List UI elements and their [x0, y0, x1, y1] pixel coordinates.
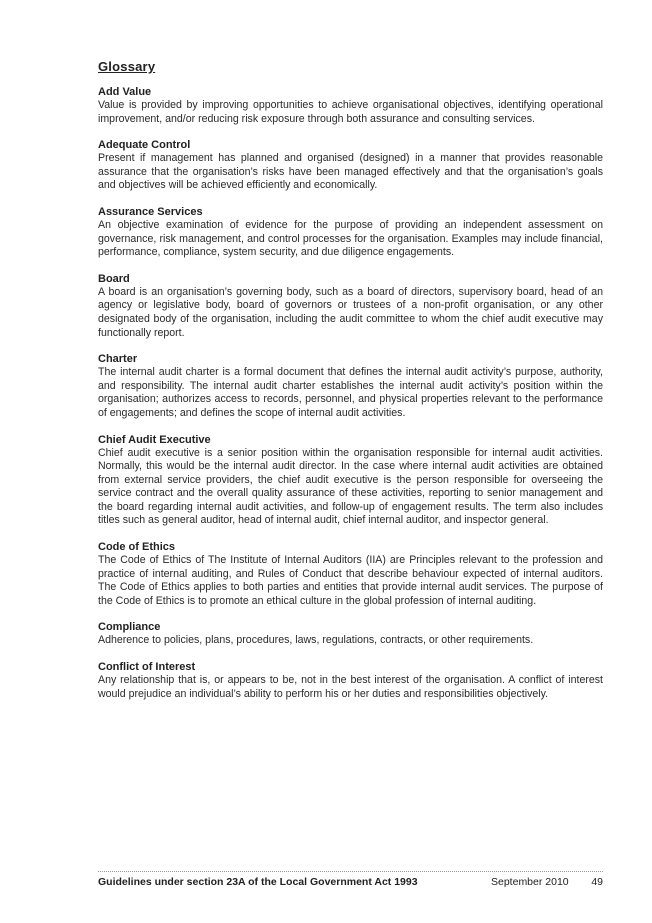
- footer-date: September 2010: [491, 876, 569, 888]
- glossary-term: Charter: [98, 353, 138, 366]
- glossary-definition: Chief audit executive is a senior position within the organisation responsible for internal audit activities. Normally, this would be the internal audit director. In the case where internal audit activities are obtained from external service providers, the chief audit executive is the person responsible for overseeing the service contract and the overall quality assurance of these activities, reporting to senior management and the board regarding internal audit activities, and follow-up of engagement results. The term also includes titles such as general auditor, head of internal audit, chief internal auditor, and inspector general.: [98, 446, 603, 527]
- page-footer: [98, 871, 603, 888]
- glossary-definition: The Code of Ethics of The Institute of Internal Auditors (IIA) are Principles relevant to the profession and practice of internal auditing, and Rules of Conduct that describe behaviour expected of internal auditors. The Code of Ethics applies to both parties and entities that provide internal audit services. The purpose of the Code of Ethics is to promote an ethical culture in the global profession of internal auditing.: [98, 554, 603, 607]
- glossary-definition: Present if management has planned and organised (designed) in a manner that provides reasonable assurance that the organisation’s risks have been managed effectively and that the organisation’s goals and objectives will be achieved efficiently and economically.: [98, 152, 603, 192]
- glossary-entry-conflict-of-interest: [98, 661, 603, 701]
- glossary-list: [98, 86, 603, 714]
- glossary-definition: Value is provided by improving opportunities to achieve organisational objectives, identifying operational improvement, and/or reducing risk exposure through both assurance and consulting services.: [98, 99, 603, 125]
- glossary-entry-code-of-ethics: [98, 541, 603, 608]
- glossary-entry-assurance-services: [98, 206, 603, 260]
- glossary-term: Compliance: [98, 621, 161, 634]
- glossary-definition: An objective examination of evidence for the purpose of providing an independent assessment on governance, risk management, and control processes for the organisation. Examples may include financial, performance, compliance, system security, and due diligence engagements.: [98, 218, 603, 259]
- document-page: [98, 0, 603, 923]
- glossary-term: Adequate Control: [98, 139, 191, 152]
- page-title: Glossary: [98, 59, 156, 74]
- glossary-definition: Any relationship that is, or appears to be, not in the best interest of the organisation. A conflict of interest would prejudice an individual’s ability to perform his or her duties and responsibilities objectively.: [98, 674, 603, 700]
- glossary-entry-charter: [98, 353, 603, 420]
- glossary-definition: The internal audit charter is a formal document that defines the internal audit activity’s purpose, authority, and responsibility. The internal audit charter establishes the internal audit activity’s position within the organisation; authorizes access to records, personnel, and physical properties relevant to the performance of engagements; and defines the scope of internal audit activities.: [98, 366, 603, 419]
- glossary-term: Code of Ethics: [98, 541, 176, 554]
- glossary-entry-add-value: [98, 86, 603, 126]
- glossary-term: Conflict of Interest: [98, 661, 196, 674]
- glossary-term: Assurance Services: [98, 205, 203, 218]
- glossary-entry-board: [98, 273, 603, 340]
- glossary-entry-chief-audit-executive: [98, 434, 603, 529]
- footer-document-title: Guidelines under section 23A of the Local Government Act 1993: [98, 876, 418, 888]
- glossary-definition: A board is an organisation’s governing body, such as a board of directors, supervisory board, head of an agency or legislative body, board of governors or trustees of a non-profit organisation, or any other designated body of the organisation, including the audit committee to whom the chief audit executive may functionally report.: [98, 285, 603, 339]
- glossary-entry-compliance: [98, 621, 603, 648]
- glossary-entry-adequate-control: [98, 139, 603, 193]
- glossary-term: Chief Audit Executive: [98, 433, 211, 446]
- glossary-definition: Adherence to policies, plans, procedures, laws, regulations, contracts, or other requirements.: [98, 634, 534, 647]
- glossary-term: Board: [98, 272, 130, 285]
- glossary-term: Add Value: [98, 86, 152, 98]
- page-number: 49: [591, 876, 603, 888]
